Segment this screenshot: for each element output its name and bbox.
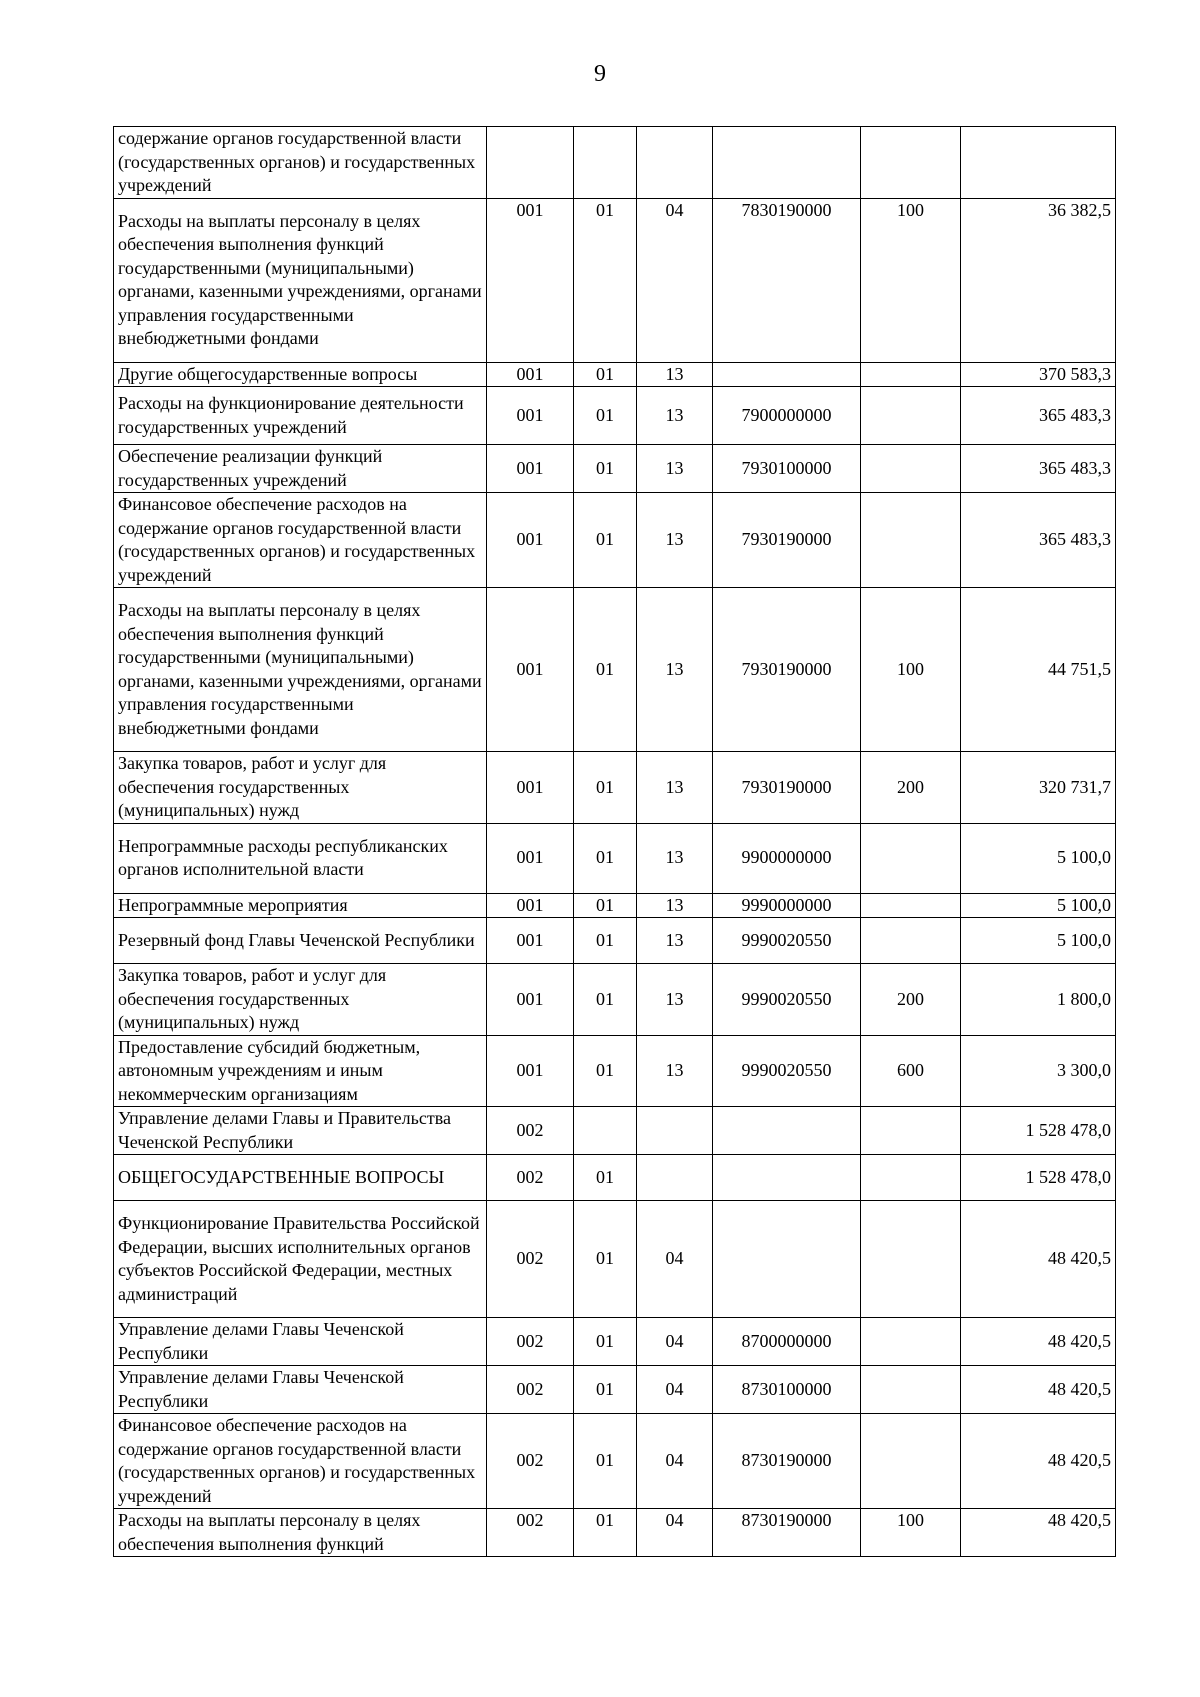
cell-vr <box>861 493 961 588</box>
cell-csr: 8730190000 <box>713 1414 861 1509</box>
cell-name: Расходы на выплаты персоналу в целях обеспечения выполнения функций <box>114 1509 487 1557</box>
cell-sum: 48 420,5 <box>961 1318 1116 1366</box>
cell-rz: 01 <box>574 493 637 588</box>
cell-name: ОБЩЕГОСУДАРСТВЕННЫЕ ВОПРОСЫ <box>114 1155 487 1201</box>
cell-name: Расходы на функционирование деятельности государственных учреждений <box>114 387 487 445</box>
cell-pr: 13 <box>637 362 713 387</box>
cell-vr <box>861 127 961 199</box>
cell-rz: 01 <box>574 1366 637 1414</box>
cell-name: Расходы на выплаты персоналу в целях обеспечения выполнения функций государственными (муниципальными) органами, казенными учреждениями, органами управления государственными внебюджетными фондами <box>114 588 487 752</box>
cell-pr <box>637 127 713 199</box>
table-row <box>114 1107 1116 1155</box>
cell-pr: 04 <box>637 1201 713 1318</box>
cell-csr: 9990000000 <box>713 893 861 918</box>
cell-pr: 04 <box>637 1509 713 1557</box>
cell-gr: 002 <box>487 1366 574 1414</box>
cell-pr: 13 <box>637 893 713 918</box>
cell-name: Резервный фонд Главы Чеченской Республики <box>114 918 487 964</box>
cell-csr: 7830190000 <box>713 198 861 362</box>
cell-sum: 5 100,0 <box>961 893 1116 918</box>
cell-gr: 001 <box>487 362 574 387</box>
cell-gr: 001 <box>487 918 574 964</box>
cell-name: Финансовое обеспечение расходов на содержание органов государственной власти (государственных органов) и государственных учреждений <box>114 1414 487 1509</box>
cell-vr <box>861 823 961 893</box>
cell-sum: 1 528 478,0 <box>961 1155 1116 1201</box>
table-row <box>114 1509 1116 1557</box>
cell-sum: 48 420,5 <box>961 1201 1116 1318</box>
cell-csr <box>713 1201 861 1318</box>
cell-pr: 13 <box>637 588 713 752</box>
cell-pr: 13 <box>637 445 713 493</box>
cell-vr: 200 <box>861 752 961 824</box>
cell-pr: 04 <box>637 1318 713 1366</box>
cell-rz: 01 <box>574 1201 637 1318</box>
cell-name: Управление делами Главы Чеченской Республики <box>114 1366 487 1414</box>
cell-vr <box>861 387 961 445</box>
cell-rz: 01 <box>574 588 637 752</box>
cell-csr <box>713 1107 861 1155</box>
cell-gr: 001 <box>487 588 574 752</box>
cell-pr: 13 <box>637 493 713 588</box>
cell-gr: 002 <box>487 1155 574 1201</box>
cell-vr: 100 <box>861 1509 961 1557</box>
cell-gr: 002 <box>487 1509 574 1557</box>
table-row <box>114 362 1116 387</box>
cell-csr: 7900000000 <box>713 387 861 445</box>
cell-gr: 001 <box>487 893 574 918</box>
cell-csr: 9900000000 <box>713 823 861 893</box>
cell-vr <box>861 1366 961 1414</box>
cell-rz: 01 <box>574 387 637 445</box>
cell-gr: 002 <box>487 1318 574 1366</box>
cell-sum: 1 800,0 <box>961 964 1116 1036</box>
cell-vr <box>861 1201 961 1318</box>
cell-vr <box>861 445 961 493</box>
cell-name: Финансовое обеспечение расходов на содержание органов государственной власти (государственных органов) и государственных учреждений <box>114 493 487 588</box>
table-row <box>114 918 1116 964</box>
cell-csr: 8730100000 <box>713 1366 861 1414</box>
cell-rz: 01 <box>574 1155 637 1201</box>
table-row <box>114 893 1116 918</box>
cell-pr <box>637 1155 713 1201</box>
cell-vr <box>861 893 961 918</box>
table-row <box>114 127 1116 199</box>
cell-rz: 01 <box>574 198 637 362</box>
cell-name: Предоставление субсидий бюджетным, автономным учреждениям и иным некоммерческим организациям <box>114 1035 487 1107</box>
cell-pr: 04 <box>637 1366 713 1414</box>
cell-sum: 365 483,3 <box>961 387 1116 445</box>
table-row <box>114 1414 1116 1509</box>
table-row <box>114 445 1116 493</box>
cell-gr: 001 <box>487 445 574 493</box>
table-row <box>114 1155 1116 1201</box>
cell-gr: 002 <box>487 1107 574 1155</box>
cell-gr: 001 <box>487 493 574 588</box>
cell-vr <box>861 362 961 387</box>
cell-pr: 13 <box>637 752 713 824</box>
table-row <box>114 752 1116 824</box>
table-row <box>114 1318 1116 1366</box>
cell-sum: 3 300,0 <box>961 1035 1116 1107</box>
table-row <box>114 387 1116 445</box>
cell-sum: 48 420,5 <box>961 1366 1116 1414</box>
cell-gr: 001 <box>487 823 574 893</box>
cell-csr: 7930190000 <box>713 752 861 824</box>
cell-pr: 04 <box>637 1414 713 1509</box>
cell-vr: 100 <box>861 588 961 752</box>
cell-gr: 001 <box>487 387 574 445</box>
cell-name: Непрограммные расходы республиканских органов исполнительной власти <box>114 823 487 893</box>
cell-gr <box>487 127 574 199</box>
cell-csr <box>713 362 861 387</box>
cell-pr: 13 <box>637 918 713 964</box>
cell-csr: 8700000000 <box>713 1318 861 1366</box>
cell-sum: 36 382,5 <box>961 198 1116 362</box>
cell-rz: 01 <box>574 893 637 918</box>
cell-rz: 01 <box>574 1035 637 1107</box>
cell-rz: 01 <box>574 823 637 893</box>
table-row <box>114 1035 1116 1107</box>
table-body <box>114 127 1116 1557</box>
table-row <box>114 964 1116 1036</box>
cell-csr: 9990020550 <box>713 964 861 1036</box>
cell-rz: 01 <box>574 1509 637 1557</box>
cell-name: Функционирование Правительства Российской Федерации, высших исполнительных органов субъектов Российской Федерации, местных администраций <box>114 1201 487 1318</box>
cell-pr: 13 <box>637 1035 713 1107</box>
cell-sum: 320 731,7 <box>961 752 1116 824</box>
cell-csr <box>713 1155 861 1201</box>
cell-name: Расходы на выплаты персоналу в целях обеспечения выполнения функций государственными (муниципальными) органами, казенными учреждениями, органами управления государственными внебюджетными фондами <box>114 198 487 362</box>
cell-gr: 001 <box>487 964 574 1036</box>
cell-vr <box>861 1414 961 1509</box>
cell-name: Закупка товаров, работ и услуг для обеспечения государственных (муниципальных) нужд <box>114 752 487 824</box>
cell-vr <box>861 918 961 964</box>
cell-gr: 002 <box>487 1414 574 1509</box>
cell-sum: 5 100,0 <box>961 918 1116 964</box>
cell-rz: 01 <box>574 1414 637 1509</box>
cell-name: Закупка товаров, работ и услуг для обеспечения государственных (муниципальных) нужд <box>114 964 487 1036</box>
cell-vr <box>861 1107 961 1155</box>
cell-sum: 365 483,3 <box>961 445 1116 493</box>
cell-sum: 370 583,3 <box>961 362 1116 387</box>
cell-name: Обеспечение реализации функций государственных учреждений <box>114 445 487 493</box>
cell-pr <box>637 1107 713 1155</box>
cell-pr: 13 <box>637 964 713 1036</box>
cell-sum: 48 420,5 <box>961 1414 1116 1509</box>
cell-pr: 13 <box>637 387 713 445</box>
cell-csr: 7930100000 <box>713 445 861 493</box>
cell-name: Управление делами Главы и Правительства Чеченской Республики <box>114 1107 487 1155</box>
cell-rz <box>574 1107 637 1155</box>
cell-pr: 13 <box>637 823 713 893</box>
cell-csr: 8730190000 <box>713 1509 861 1557</box>
cell-name: Непрограммные мероприятия <box>114 893 487 918</box>
cell-gr: 001 <box>487 752 574 824</box>
cell-rz: 01 <box>574 964 637 1036</box>
cell-pr: 04 <box>637 198 713 362</box>
cell-sum: 1 528 478,0 <box>961 1107 1116 1155</box>
table-row <box>114 1201 1116 1318</box>
table-row <box>114 198 1116 362</box>
table-row <box>114 493 1116 588</box>
cell-csr: 9990020550 <box>713 918 861 964</box>
cell-rz: 01 <box>574 752 637 824</box>
budget-table <box>113 126 1116 1557</box>
cell-vr: 100 <box>861 198 961 362</box>
cell-rz <box>574 127 637 199</box>
cell-csr <box>713 127 861 199</box>
cell-csr: 7930190000 <box>713 493 861 588</box>
cell-vr <box>861 1318 961 1366</box>
cell-rz: 01 <box>574 918 637 964</box>
cell-rz: 01 <box>574 1318 637 1366</box>
cell-rz: 01 <box>574 445 637 493</box>
cell-gr: 001 <box>487 1035 574 1107</box>
cell-rz: 01 <box>574 362 637 387</box>
cell-vr: 600 <box>861 1035 961 1107</box>
cell-vr: 200 <box>861 964 961 1036</box>
table-row <box>114 823 1116 893</box>
cell-sum: 5 100,0 <box>961 823 1116 893</box>
cell-name: Управление делами Главы Чеченской Республики <box>114 1318 487 1366</box>
cell-gr: 002 <box>487 1201 574 1318</box>
cell-sum <box>961 127 1116 199</box>
cell-name: Другие общегосударственные вопросы <box>114 362 487 387</box>
cell-csr: 7930190000 <box>713 588 861 752</box>
page-number: 9 <box>594 61 606 87</box>
cell-gr: 001 <box>487 198 574 362</box>
cell-sum: 365 483,3 <box>961 493 1116 588</box>
cell-sum: 44 751,5 <box>961 588 1116 752</box>
cell-sum: 48 420,5 <box>961 1509 1116 1557</box>
table-row <box>114 1366 1116 1414</box>
table-row <box>114 588 1116 752</box>
cell-vr <box>861 1155 961 1201</box>
cell-name: содержание органов государственной власти (государственных органов) и государственных учреждений <box>114 127 487 199</box>
cell-csr: 9990020550 <box>713 1035 861 1107</box>
